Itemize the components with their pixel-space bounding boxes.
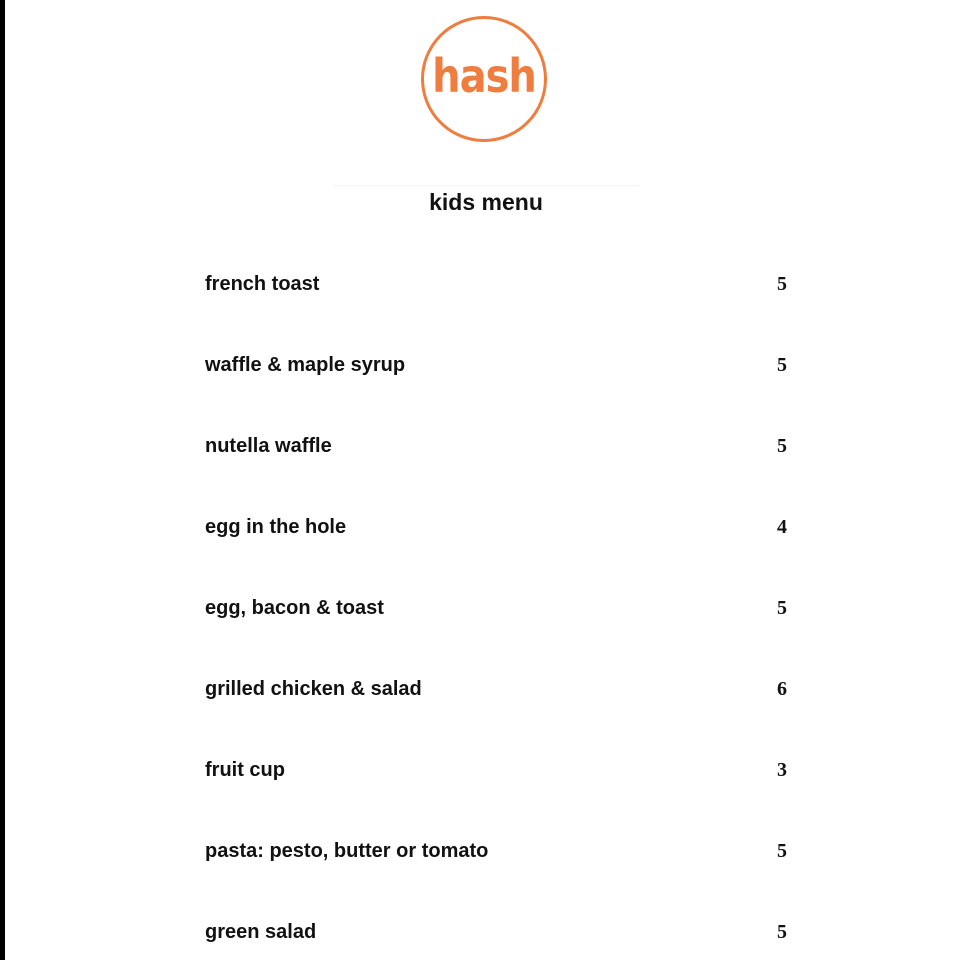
item-name: egg, bacon & toast: [205, 597, 384, 619]
item-name: fruit cup: [205, 759, 285, 781]
item-price: 4: [777, 516, 787, 538]
menu-item: [205, 516, 787, 539]
logo-text: hash: [432, 50, 536, 104]
menu-item: [205, 759, 787, 782]
item-price: 6: [777, 678, 787, 700]
item-name: pasta: pesto, butter or tomato: [205, 840, 489, 862]
menu-item: [205, 354, 787, 377]
menu-item: [205, 921, 787, 944]
item-price: 5: [777, 273, 787, 295]
item-name: egg in the hole: [205, 516, 347, 538]
left-border: [0, 0, 5, 960]
item-price: 5: [777, 354, 787, 376]
item-name: french toast: [205, 273, 320, 295]
menu-item: [205, 273, 787, 296]
menu-title: kids menu: [429, 189, 543, 215]
item-price: 5: [777, 921, 787, 943]
item-name: green salad: [205, 921, 317, 943]
menu-item: [205, 840, 787, 863]
item-name: grilled chicken & salad: [205, 678, 422, 700]
menu-item: [205, 678, 787, 701]
item-name: nutella waffle: [205, 435, 332, 457]
item-price: 3: [777, 759, 787, 781]
menu-item: [205, 435, 787, 458]
divider: [333, 185, 639, 186]
item-price: 5: [777, 597, 787, 619]
hash-logo: [421, 16, 547, 142]
item-price: 5: [777, 435, 787, 457]
item-price: 5: [777, 840, 787, 862]
menu-item: [205, 597, 787, 620]
item-name: waffle & maple syrup: [205, 354, 406, 376]
